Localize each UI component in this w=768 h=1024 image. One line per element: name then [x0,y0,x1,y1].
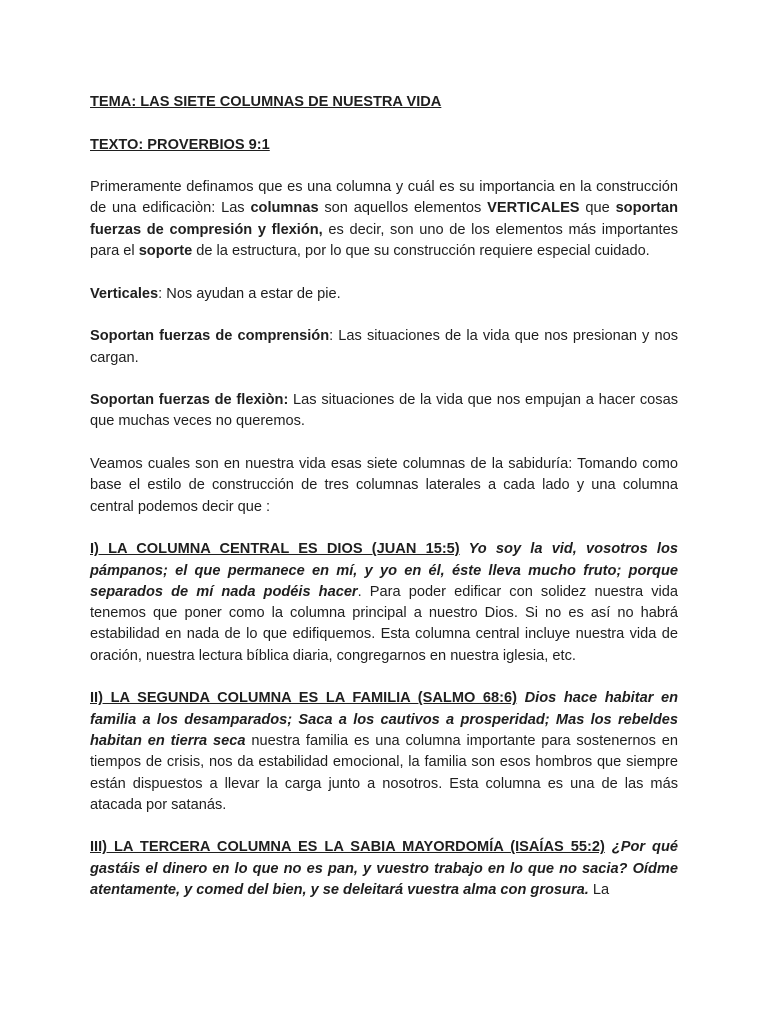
intro-text: de la estructura, por lo que su construcción requiere especial cuidado. [192,243,650,260]
column-1-heading: I) LA COLUMNA CENTRAL ES DIOS (JUAN 15:5) [90,541,460,558]
column-3-text: La [588,881,610,898]
intro-text: que [579,200,616,217]
intro-text: es decir, son uno de los elementos más importantes para el [90,221,678,260]
intro-paragraph [90,177,678,262]
definition-term: Verticales [90,285,159,302]
intro-text: Primeramente definamos que es una columna y cuál es su importancia en la construcción de una edificaciòn: Las [90,179,678,217]
intro-bold-fuerzas: soportan fuerzas de compresión y flexión, [90,200,678,238]
column-2-paragraph [90,688,678,816]
scripture-reference: TEXTO: PROVERBIOS 9:1 [90,136,270,153]
intro-bold-verticales: VERTICALES [487,200,580,217]
definition-flexion [90,390,678,433]
column-3-paragraph [90,837,678,901]
document-title: TEMA: LAS SIETE COLUMNAS DE NUESTRA VIDA [90,94,442,110]
column-3-verse: ¿Por qué gastáis el dinero en lo que no es pan, y vuestro trabajo en lo que no sacia? Oídme atentamente, y comed del bien, y se deleitará vuestra alma con grosura. [90,839,679,898]
column-1-paragraph [90,539,678,667]
definition-text: Las situaciones de la vida que nos empujan a hacer cosas que muchas veces no queremos. [90,392,678,430]
definition-text: : Las situaciones de la vida que nos presionan y nos cargan. [90,328,678,366]
definition-text: : Nos ayudan a estar de pie. [158,285,341,302]
intro-text: son aquellos elementos [318,200,488,217]
document-page [90,92,678,923]
column-1-verse: Yo soy la vid, vosotros los pámpanos; el que permanece en mí, y yo en él, éste lleva mucho fruto; porque separados de mí nada podéis hacer [90,541,678,600]
intro-bold-columnas: columnas [250,200,319,217]
column-3-heading: III) LA TERCERA COLUMNA ES LA SABIA MAYORDOMÍA (ISAÍAS 55:2) [90,839,605,856]
column-2-heading: II) LA SEGUNDA COLUMNA ES LA FAMILIA (SALMO 68:6) [90,690,518,707]
column-2-text: nuestra familia es una columna importante para sostenernos en tiempos de crisis, nos da estabilidad emocional, la familia son esos hombros que siempre están dispuestos a llevar la carga junto a nosotros. Esta columna es una de las más atacada por satanás. [90,732,678,813]
intro-bold-soporte: soporte [138,243,193,260]
column-2-verse: Dios hace habitar en familia a los desamparados; Saca a los cautivos a prosperidad; Mas los rebeldes habitan en tierra seca [90,690,679,749]
veamos-paragraph: Veamos cuales son en nuestra vida esas siete columnas de la sabiduría: Tomando como base el estilo de construcción de tres columnas laterales a cada lado y una columna central podemos decir que : [90,456,678,515]
column-1-text: . Para poder edificar con solidez nuestra vida tenemos que poner como la columna principal a nuestro Dios. Si no es así no habrá estabilidad en nada de lo que edifiquemos. Esta columna central incluye nuestra vida de oración, nuestra lectura bíblica diaria, congregarnos en nuestra iglesia, etc. [90,583,679,664]
definition-verticales [90,284,678,305]
definition-term: Soportan fuerzas de comprensión [90,328,330,345]
definition-compresion [90,326,678,369]
definition-term: Soportan fuerzas de flexiòn: [90,392,289,409]
